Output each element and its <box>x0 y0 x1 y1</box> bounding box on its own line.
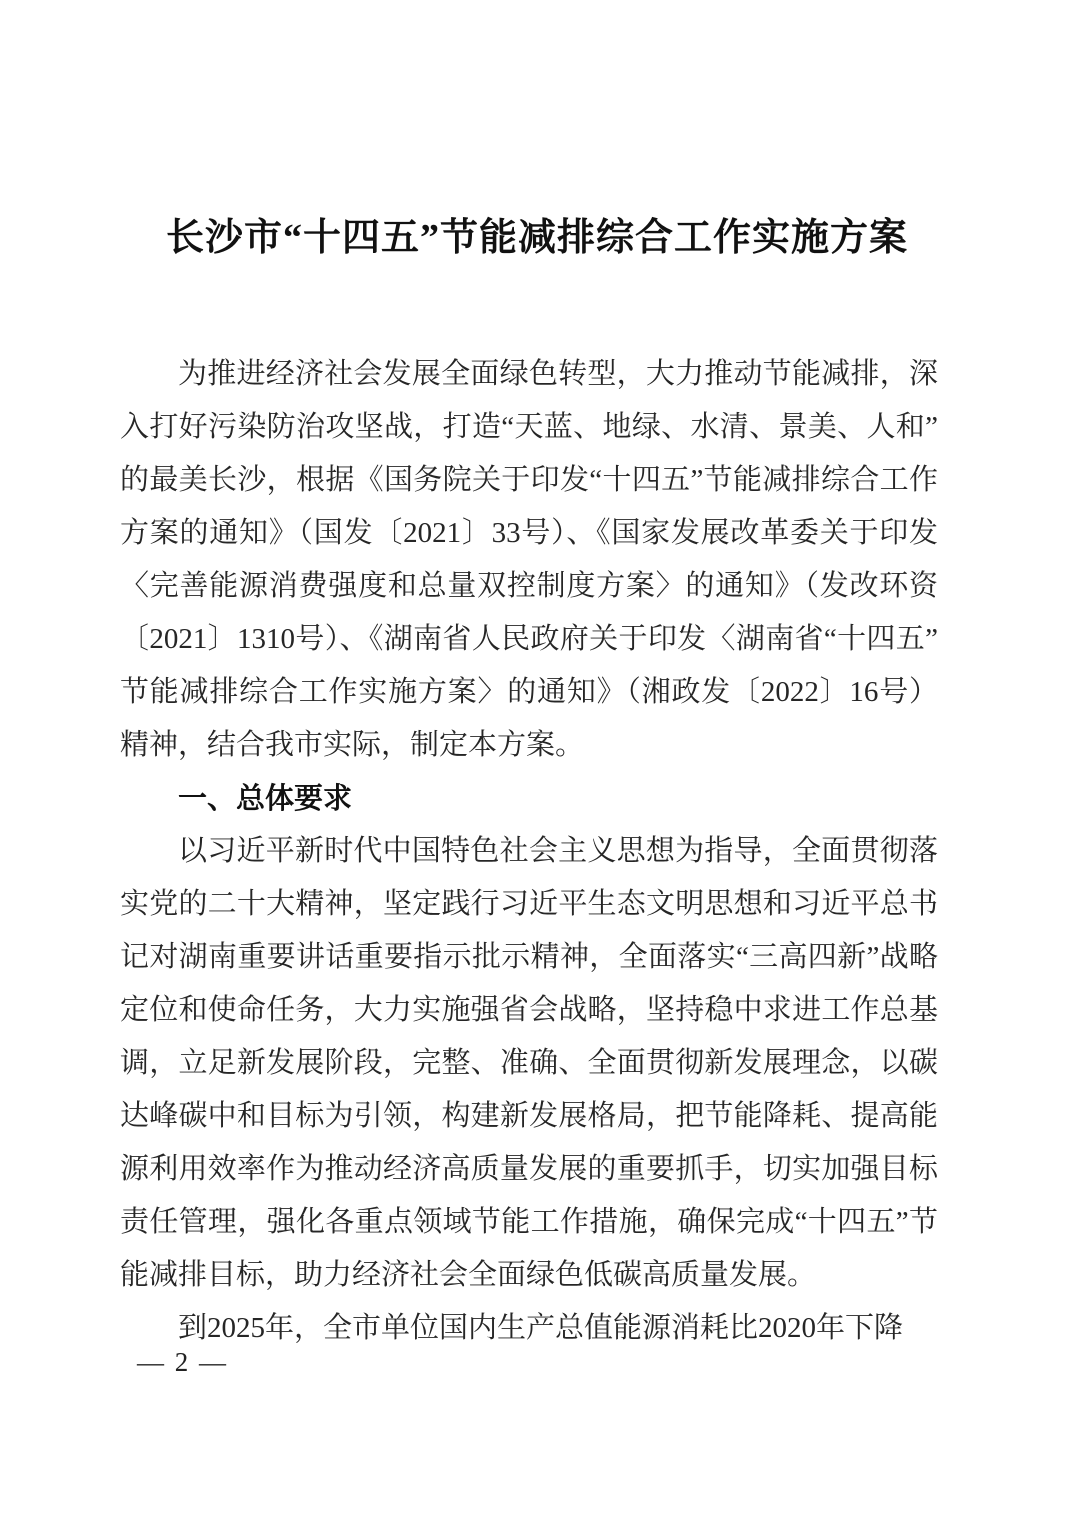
document-title: 长沙市“十四五”节能减排综合工作实施方案 <box>165 217 908 259</box>
page-number: — 2 — <box>137 1347 228 1377</box>
document-body <box>120 348 938 1355</box>
general-requirements-paragraph: 以习近平新时代中国特色社会主义思想为指导，全面贯彻落实党的二十大精神，坚定践行习近平生态文明思想和习近平总书记对湖南重要讲话重要指示批示精神，全面落实“三高四新”战略定位和使命任务，大力实施强省会战略，坚持稳中求进工作总基调，立足新发展阶段，完整、准确、全面贯彻新发展理念，以碳达峰碳中和目标为引领，构建新发展格局，把节能降耗、提高能源利用效率作为推动经济高质量发展的重要抓手，切实加强目标责任管理，强化各重点领域节能工作措施，确保完成“十四五”节能减排目标，助力经济社会全面绿色低碳高质量发展。 <box>120 835 938 1291</box>
section-1-heading: 一、总体要求 <box>178 781 353 815</box>
targets-paragraph-start: 到2025年，全市单位国内生产总值能源消耗比2020年下降 <box>178 1312 904 1344</box>
intro-paragraph: 为推进经济社会发展全面绿色转型，大力推动节能减排，深入打好污染防治攻坚战，打造“天蓝、地绿、水清、景美、人和”的最美长沙，根据《国务院关于印发“十四五”节能减排综合工作方案的通知》（国发〔2021〕33号）、《国家发展改革委关于印发〈完善能源消费强度和总量双控制度方案〉的通知》（发改环资〔2021〕1310号）、《湖南省人民政府关于印发〈湖南省“十四五”节能减排综合工作实施方案〉的通知》（湘政发〔2022〕16号）精神，结合我市实际，制定本方案。 <box>120 358 938 761</box>
